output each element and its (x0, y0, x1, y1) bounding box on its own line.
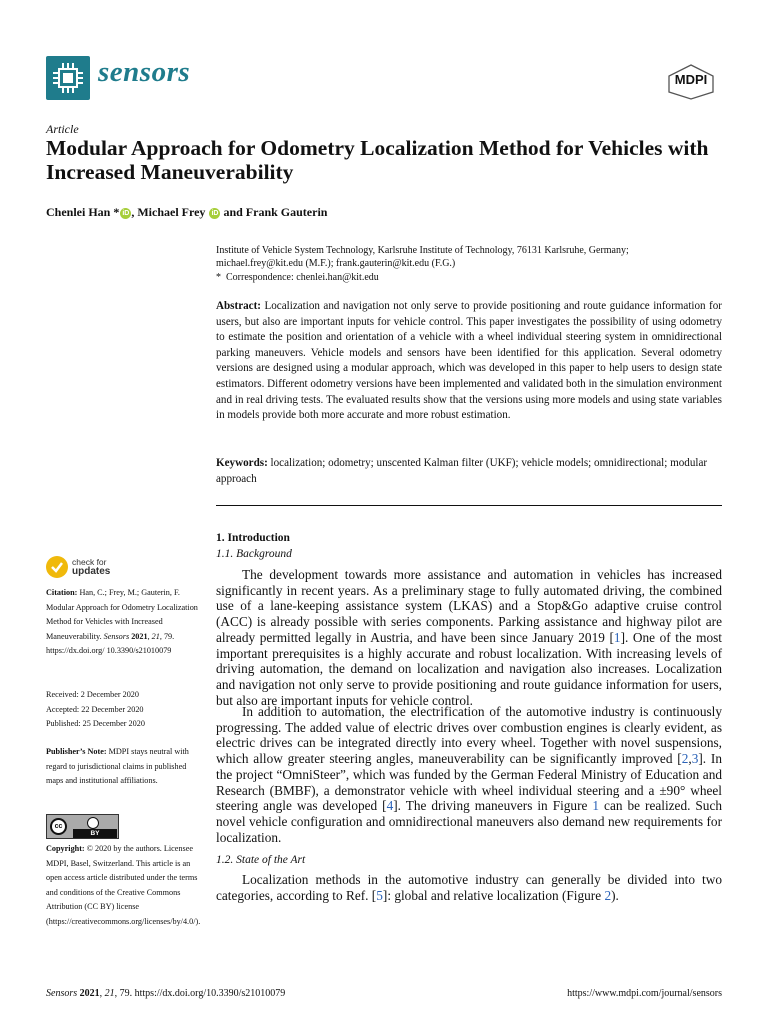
publisher-name: MDPI (674, 72, 708, 87)
affiliation-emails[interactable]: michael.frey@kit.edu (M.F.); frank.gauterin@kit.edu (F.G.) (216, 258, 456, 270)
correspondence (216, 271, 726, 284)
dates (46, 688, 204, 732)
accepted-date: Accepted: 22 December 2020 (46, 704, 144, 714)
copyright-text: © 2020 by the authors. Licensee MDPI, Basel, Switzerland. This article is an open access article distributed under the terms and conditions of the Creative Commons Attribution (CC BY) license (https://creativecommons.org/licenses/by/4.0/). (46, 844, 201, 926)
article-type: Article (46, 122, 79, 136)
paragraph (216, 567, 722, 708)
paragraph-text: In addition to automation, the electrification of the automotive industry is continuously progressing. The added value of electric drives over combustion engines is clearly evident, as electric drives can be integrated directly into every wheel. Together with novel suspensions, which allow greater steering angles, maneuverability can be significantly improved [ (216, 704, 722, 767)
publisher-note-text: MDPI stays neutral with regard to jurisdictional claims in published maps and institutional affiliations. (46, 747, 189, 786)
paragraph-text: ). (611, 887, 619, 903)
footer-citation: Sensors 2021, 21, 79. https://dx.doi.org/10.3390/s21010079 (46, 988, 286, 999)
footer-doi[interactable]: , 79. https://dx.doi.org/10.3390/s21010079 (114, 988, 286, 999)
citation: Citation: Han, C.; Frey, M.; Gauterin, F. Modular Approach for Odometry Localization Method for Vehicles with Increased Maneuverability. Sensors 2021, 21, 79. https://dx.doi.org/ 10.3390/s21010079 (46, 588, 198, 656)
citation-journal: Sensors (103, 631, 130, 641)
reference-link[interactable]: 2 (681, 751, 689, 767)
journal-logo (46, 56, 90, 100)
author-name[interactable]: Chenlei Han (46, 205, 111, 219)
publisher-note (46, 745, 204, 789)
publisher-logo[interactable] (668, 64, 722, 100)
reference-separator: , (688, 751, 692, 767)
copyright (46, 842, 204, 930)
cc-by-label: BY (73, 829, 117, 838)
reference-link[interactable]: 4 (386, 798, 394, 814)
figure-link[interactable]: 1 (592, 798, 600, 814)
checkmark-icon (46, 556, 68, 578)
reference-link[interactable]: 5 (376, 887, 383, 903)
keywords-label: Keywords: (216, 457, 268, 469)
divider (216, 505, 722, 506)
abstract (216, 299, 722, 424)
paragraph-text: ]. One of the most important prerequisites is a highly accurate and robust localization. With increasing levels of driving automation, the demand on localization and navigation also increases. Localization and navigation not only serve to provide positioning and route guidance information for users, but also are important inputs for vehicle control. (216, 629, 722, 708)
cc-icon: cc (50, 818, 67, 835)
paragraph-text: ]. In the project “OmniSteer”, which was funded by the German Federal Ministry of Education and Research (BMBF), a demonstrator vehicle with wheel individual steering and a ±90° wheel steering angle was developed [ (216, 751, 723, 814)
author-name[interactable]: Frank Gauterin (245, 205, 328, 219)
affiliations (216, 244, 726, 284)
check-for-updates-button[interactable] (46, 556, 166, 580)
reference-link[interactable]: 1 (613, 629, 621, 645)
keywords (216, 456, 722, 487)
orcid-icon[interactable]: iD (211, 210, 219, 217)
corresponding-mark: * (110, 205, 120, 219)
paragraph (216, 872, 722, 903)
citation-year: 2021 (131, 631, 148, 641)
correspondence-mark: * (216, 271, 221, 283)
subsection-heading: 1.1. Background (216, 548, 292, 560)
author-name[interactable]: Michael Frey (137, 205, 206, 219)
abstract-label: Abstract: (216, 300, 261, 312)
paragraph-text: can be realized. Such novel vehicle configuration and omnidirectional maneuvers also demand new requirements for localization. (216, 798, 722, 845)
cc-by-license-badge[interactable] (46, 814, 119, 839)
abstract-text: Localization and navigation not only serve to provide positioning and route guidance information for users, but also are important inputs for vehicle control. This paper investigates the possibility of using odometry to estimate the position and orientation of a vehicle with a wheel individual steering system in omnidirectional parking maneuvers. Vehicle models and sensors have been identified for this application. Several odometry versions are designed using a modular approach, which was developed in this paper to help users to design state estimators. Different odometry versions have been implemented and validated both in the simulation environment and in real driving tests. The evaluated results show that the versions using more models and using state variables in models provide both more accurate and more robust estimation. (216, 300, 722, 422)
citation-volume: 21 (151, 631, 160, 641)
subsection-heading: 1.2. State of the Art (216, 854, 306, 866)
received-date: Received: 2 December 2020 (46, 690, 139, 699)
paragraph-text: Localization methods in the automotive industry can generally be divided into two categories, according to Ref. [ (216, 872, 722, 903)
footer-journal: Sensors (46, 988, 78, 999)
author-separator: , (131, 205, 138, 219)
copyright-label: Copyright: (46, 844, 85, 853)
citation-label: Citation: (46, 588, 78, 597)
paragraph-text: ]. The driving maneuvers in Figure (393, 798, 593, 814)
orcid-icon[interactable]: iD (122, 210, 130, 217)
paragraph (216, 704, 722, 845)
footer-volume: 21 (104, 988, 115, 999)
journal-name[interactable]: sensors (98, 56, 191, 88)
updates-label: updates (72, 566, 111, 577)
footer-year: 2021 (79, 988, 100, 999)
correspondence-text[interactable]: Correspondence: chenlei.han@kit.edu (226, 271, 379, 283)
person-icon (87, 817, 99, 829)
footer-journal-url[interactable]: https://www.mdpi.com/journal/sensors (567, 988, 722, 999)
figure-link[interactable]: 2 (604, 887, 612, 903)
author-separator: and (220, 205, 246, 219)
keywords-text: localization; odometry; unscented Kalman filter (UKF); vehicle models; omnidirectional; modular approach (216, 457, 708, 485)
citation-doi[interactable]: , 79. https://dx.doi.org/ 10.3390/s21010079 (46, 631, 175, 656)
citation-text: Han, C.; Frey, M.; Gauterin, F. Modular Approach for Odometry Localization Method for Vehicles with Increased Maneuverability. (46, 588, 198, 641)
publisher-note-label: Publisher’s Note: (46, 747, 107, 756)
chip-icon (46, 56, 90, 100)
author-list (46, 205, 327, 220)
section-heading: 1. Introduction (216, 532, 290, 544)
paragraph-text: ]: global and relative localization (Figure (382, 887, 605, 903)
reference-link[interactable]: 3 (691, 751, 699, 767)
paragraph-text: The development towards more assistance and automation in vehicles has increased significantly in recent years. As a preliminary stage to fully automated driving, the combined use of a lane-keeping assistance system (LKAS) and a Stop&Go adaptive cruise control (ACC) is already possible with series components. Parking assistance and highway pilot are already permitted legally in Austria, and have been since January 2019 [ (216, 567, 722, 645)
published-date: Published: 25 December 2020 (46, 719, 145, 729)
check-label: check for (72, 557, 107, 567)
affiliation-line: Institute of Vehicle System Technology, Karlsruhe Institute of Technology, 76131 Karlsruhe, Germany; (216, 245, 629, 256)
page-title: Modular Approach for Odometry Localization Method for Vehicles with Increased Maneuverability (46, 136, 709, 184)
